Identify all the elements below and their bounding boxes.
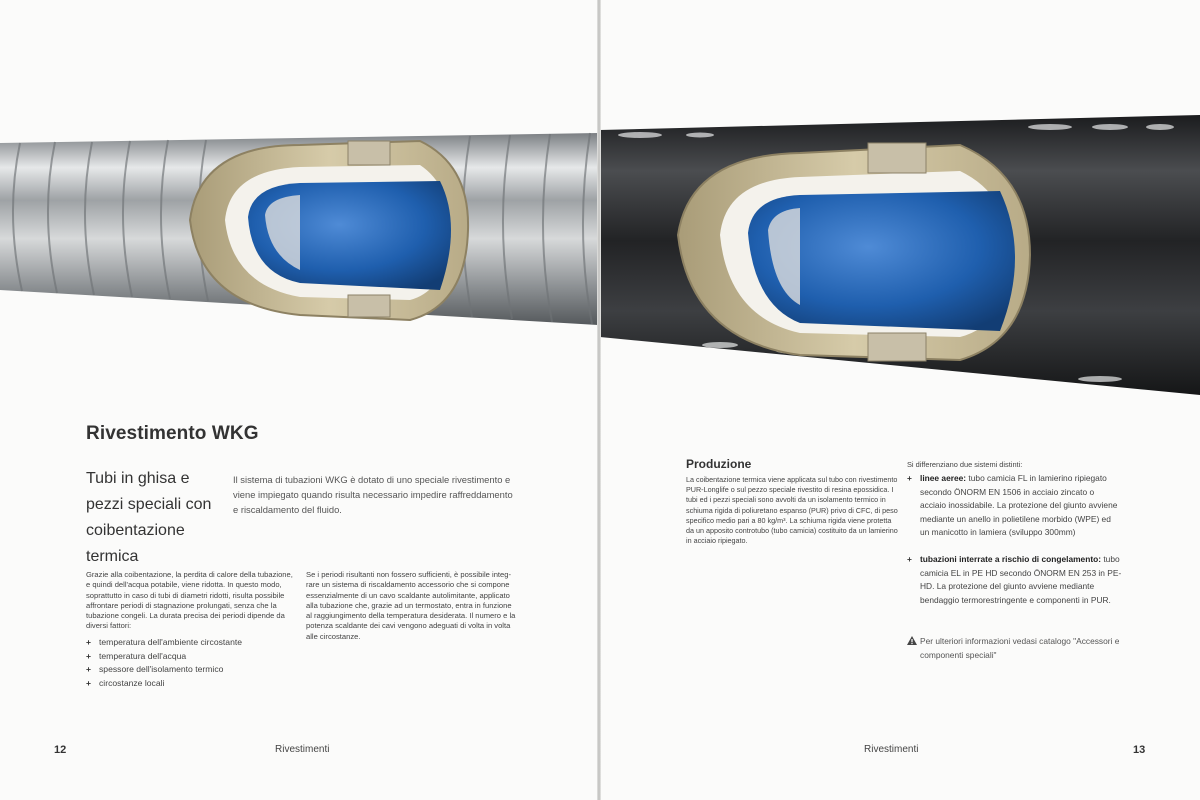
footer-section-left: Rivestimenti: [275, 744, 330, 755]
page-number-left: 12: [54, 744, 67, 756]
plus-icon: +: [907, 554, 912, 564]
page-number-right: 13: [1133, 744, 1146, 756]
production-text: La coibentazione termica viene applicata sul tubo con rivestimento PUR-Longlife o sul pezzo speciale rivestito di resina epossidica. I tubi ed i pezzi speciali sono avvolti da un isolamento termico in schiuma rigida di poliuretano espanso (PUR) privo di CFC, di peso specifico medio pari a 80 kg/m³. La schiuma rigida viene protetta da un apposito controtubo (tubo camicia) costituito da un lamierino in acciaio ripiegato.: [686, 475, 898, 546]
body-column-1: Grazie alla coibentazione, la perdita di calore della tubazione, e quindi dell'acqua potabile, viene ridotta. In questo modo, soprattutto in caso di tubi di diametri ridotti, risulta possibile affrontare periodi di stagnazione prolungati, senza che la tubazione congeli. La durata precisa dei periodi dipende da diversi fattori:: [86, 570, 293, 631]
plus-icon: +: [907, 473, 912, 483]
page-gutter: [597, 0, 601, 800]
body-column-2: Se i periodi risultanti non fossero sufficienti, è possibile integrare un sistema di riscaldamento accessorio che si compone essenzialmente di un cavo scaldante autolimitante, applicato alla tubazione che, grazie ad un termostato, entra in funzione al raggiungimento della temperatura desiderata. Il numero e la potenza scaldante dei cavi vengono adeguati di volta in volta alle circostanze.: [306, 570, 516, 641]
catalog-note: [907, 635, 1122, 662]
system-text: tubo camicia FL in lamierino ripiegato secondo ÖNORM EN 1506 in acciaio zincato o acciaio inossidabile. La protezione del giunto avviene mediante un anello in polietilene morbido (WPE) ed un manicotto in lamiera (sviluppo 300mm): [920, 473, 1118, 538]
subtitle: Tubi in ghisa e pezzi speciali con coibentazione termica: [86, 470, 212, 565]
intro-text: Il sistema di tubazioni WKG è dotato di uno speciale rivestimento e viene impiegato quando risulta necessario impedire raffreddamento e riscaldamento del fluido.: [233, 474, 513, 515]
warning-icon: [907, 636, 917, 645]
system-item: [907, 472, 1122, 540]
footer-section-right: Rivestimenti: [864, 744, 919, 755]
system-text: tubo camicia EL in PE HD secondo ÖNORM EN 253 in PE-HD. La protezione del giunto avviene mediante bendaggio termorestringente e componenti in PUR.: [920, 554, 1122, 605]
factor-list: [86, 636, 242, 690]
systems-intro: Si differenziano due sistemi distinti:: [907, 460, 1023, 469]
section-heading: Produzione: [686, 457, 752, 471]
list-item: + spessore dell'isolamento termico: [86, 663, 242, 677]
list-item: + temperatura dell'acqua: [86, 650, 242, 664]
note-text: Per ulteriori informazioni vedasi catalogo "Accessori e componenti speciali": [920, 636, 1120, 660]
system-item: [907, 553, 1122, 607]
system-label: linee aeree:: [920, 473, 967, 483]
page-title: Rivestimento WKG: [86, 423, 259, 444]
system-label: tubazioni interrate a rischio di congelamento:: [920, 554, 1102, 564]
list-item: + circostanze locali: [86, 677, 242, 691]
list-item: + temperatura dell'ambiente circostante: [86, 636, 242, 650]
